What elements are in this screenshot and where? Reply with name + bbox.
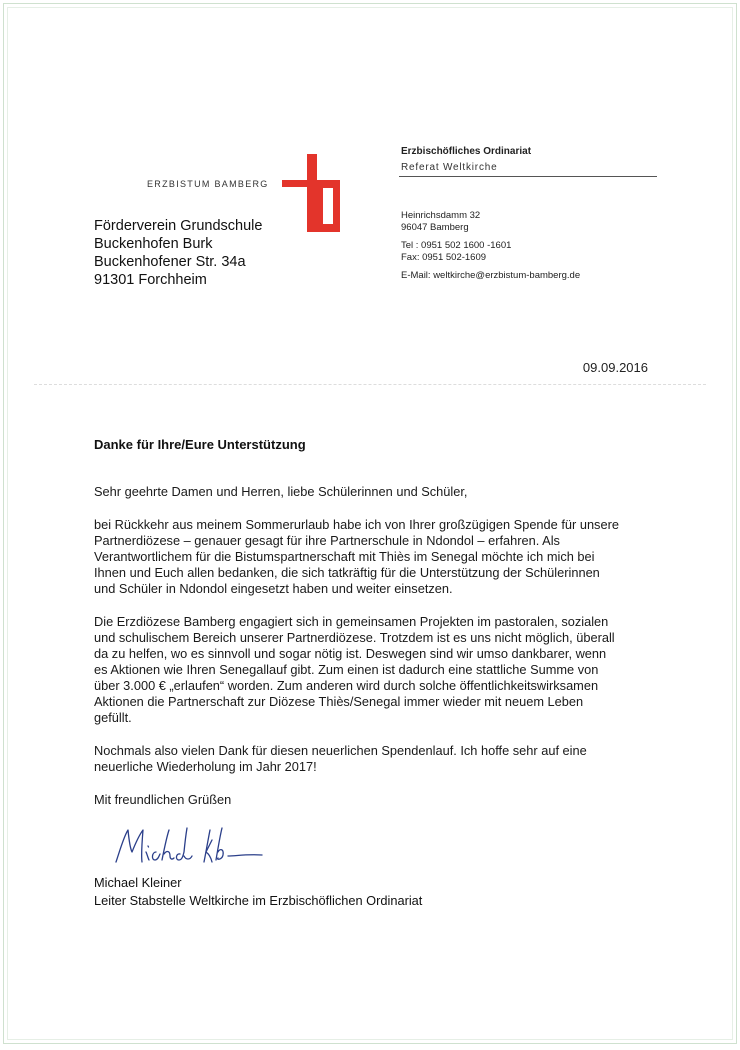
diocese-name: ERZBISTUM BAMBERG (147, 179, 269, 189)
sender-email: E-Mail: weltkirche@erzbistum-bamberg.de (401, 270, 581, 281)
salutation: Sehr geehrte Damen und Herren, liebe Schülerinnen und Schüler, (94, 484, 468, 499)
recipient-address (94, 217, 262, 289)
sender-contact (401, 210, 580, 282)
text-line: da zu helfen, wo es sinnvoll und sogar nötig ist. Deswegen sind wir umso dankbarer, wenn (94, 646, 607, 661)
text-line: Nochmals also vielen Dank für diesen neuerlichen Spendenlauf. Ich hoffe sehr auf eine (94, 743, 587, 758)
recipient-line: 91301 Forchheim (94, 272, 207, 288)
text-line: Die Erzdiözese Bamberg engagiert sich in gemeinsamen Projekten im pastoralen, sozialen (94, 614, 609, 629)
sender-department: Referat Weltkirche (401, 162, 498, 173)
text-line: Aktionen die Partnerschaft zur Diözese Thiès/Senegal immer wieder mit neuem Leben (94, 694, 584, 709)
sender-street: Heinrichsdamm 32 (401, 210, 481, 221)
recipient-line: Buckenhofen Burk (94, 236, 213, 252)
letter-body (94, 484, 674, 825)
text-line: Verantwortlichem für die Bistumspartnerschaft mit Thiès im Senegal möchte ich mich bei (94, 549, 595, 564)
sender-city: 96047 Bamberg (401, 222, 469, 233)
signer-title: Leiter Stabstelle Weltkirche im Erzbischöflichen Ordinariat (94, 893, 423, 908)
sender-fax: Fax: 0951 502-1609 (401, 252, 487, 263)
sender-phone: Tel : 0951 502 1600 -1601 (401, 240, 512, 251)
letter-page (3, 3, 737, 1044)
paragraph-1 (94, 517, 674, 597)
text-line: es Aktionen wie Ihren Senegallauf gibt. Zum einen ist dadurch eine stattliche Summe von (94, 662, 599, 677)
text-line: über 3.000 € „erlaufen“ worden. Zum anderen wird durch solche öffentlichkeitswirksamen (94, 678, 599, 693)
recipient-line: Buckenhofener Str. 34a (94, 254, 246, 270)
text-line: Partnerdiözese – genauer gesagt für ihre Partnerschule in Ndondol – erfahren. Als (94, 533, 560, 548)
letter-subject: Danke für Ihre/Eure Unterstützung (94, 437, 306, 452)
text-line: gefüllt. (94, 710, 132, 725)
sender-organization: Erzbischöfliches Ordinariat (401, 146, 532, 157)
paragraph-2 (94, 614, 674, 726)
text-line: Ihnen und Euch allen bedanken, die sich tatkräftig für die Unterstützung der Schülerinnen (94, 565, 600, 580)
text-line: und schulischem Bereich unserer Partnerdiözese. Trotzdem ist es uns nicht möglich, überall (94, 630, 615, 645)
sender-underline (399, 176, 657, 177)
diocese-logo-icon (282, 154, 344, 234)
signer-block (94, 874, 422, 910)
closing: Mit freundlichen Grüßen (94, 792, 232, 807)
paragraph-3 (94, 743, 674, 775)
recipient-line: Förderverein Grundschule (94, 218, 263, 234)
fold-divider (34, 384, 706, 385)
letter-date: 09.09.2016 (582, 360, 648, 375)
text-line: und Schüler in Ndondol eingesetzt haben und weiter einsetzen. (94, 581, 453, 596)
signer-name: Michael Kleiner (94, 875, 182, 890)
text-line: neuerliche Wiederholung im Jahr 2017! (94, 759, 317, 774)
scan-watermark (16, 1024, 17, 1030)
handwritten-signature (112, 822, 272, 872)
text-line: bei Rückkehr aus meinem Sommerurlaub habe ich von Ihrer großzügigen Spende für unsere (94, 517, 619, 532)
